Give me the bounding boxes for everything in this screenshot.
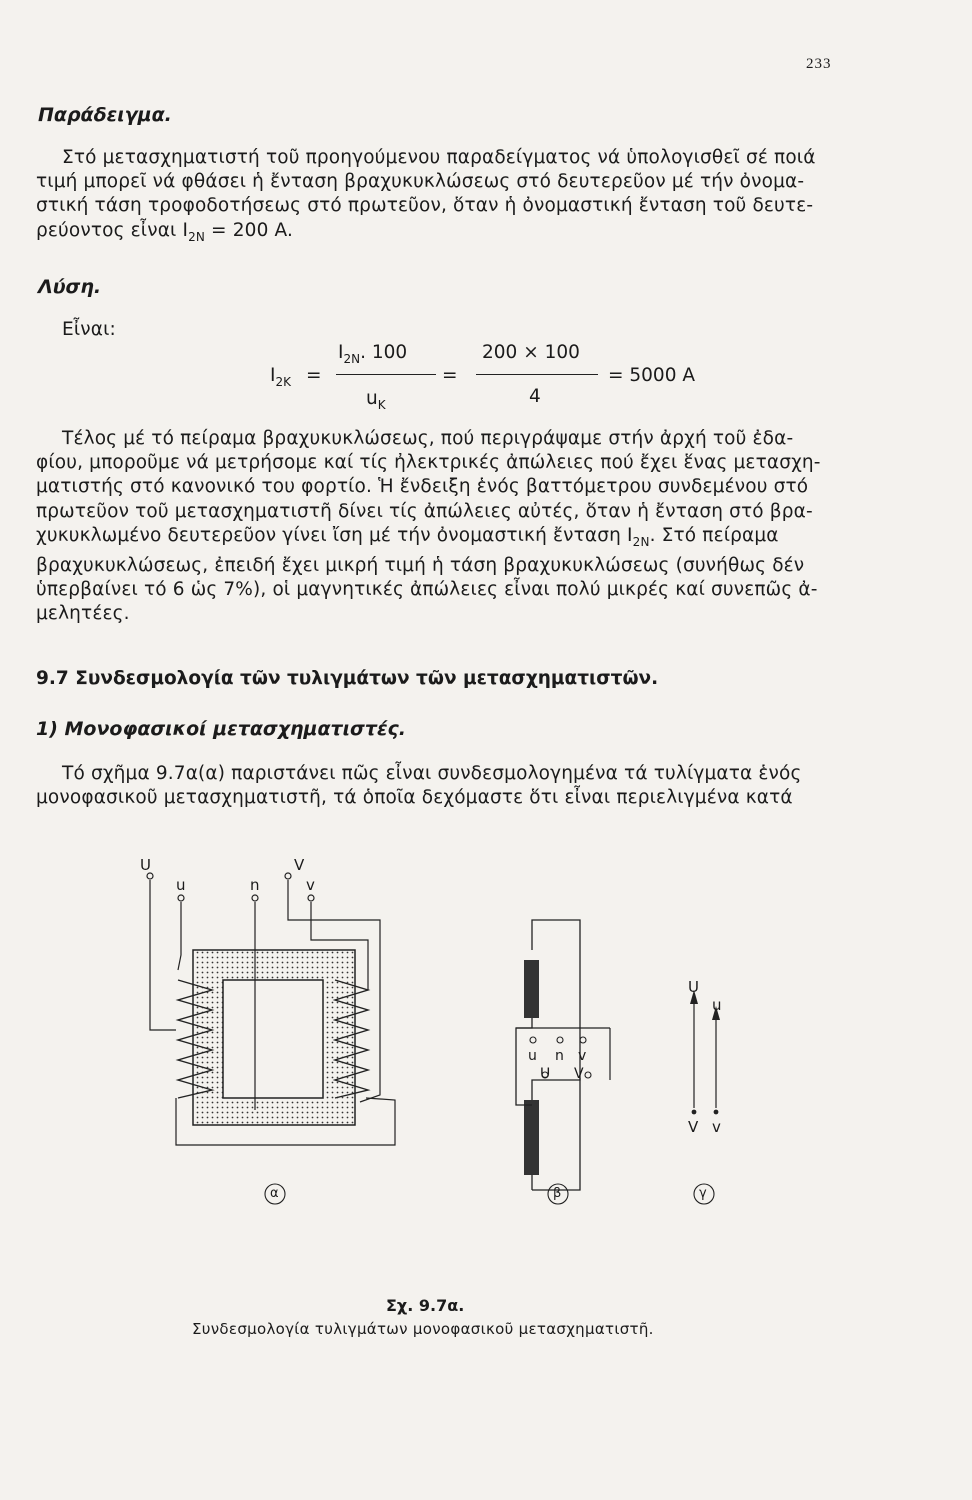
formula (270, 340, 720, 410)
label-c-u: u (712, 996, 722, 1014)
label-v: v (306, 876, 315, 894)
losses-paragraph (36, 427, 936, 627)
formula-eq: = (306, 365, 322, 386)
panel-a-transformer (147, 873, 395, 1145)
figure-caption-number: Σχ. 9.7α. (386, 1296, 465, 1315)
terminal-V-circle (285, 873, 291, 879)
fraction-2-denominator: 4 (529, 386, 541, 407)
formula-eq-2: = (442, 365, 458, 386)
example-paragraph (36, 146, 942, 249)
text-line: μελητέες. (36, 603, 130, 625)
label-n: n (250, 876, 260, 894)
text-line: τιμή μπορεῖ νά φθάσει ἡ ἔνταση βραχυκυκλώσεως στό δευτερεῦον μέ τήν ὀνομα- (36, 171, 805, 193)
text-line: στική τάση τροφοδοτήσεως στό πρωτεῦον, ὅταν ἡ ὀνομαστική ἔνταση τοῦ δευτε- (36, 195, 814, 217)
fraction-1-denominator: $u_K$ (366, 388, 386, 412)
fraction-2-numerator: 200 × 100 (482, 342, 580, 363)
panel-label-a: α (270, 1186, 279, 1201)
transformer-core (193, 950, 355, 1125)
label-V: V (294, 856, 305, 874)
terminal-v-circle (308, 895, 314, 901)
label-c-v: v (712, 1118, 721, 1136)
figure-caption-text: Συνδεσμολογία τυλιγμάτων μονοφασικοῦ μετασχηματιστῆ. (192, 1320, 654, 1338)
fraction-1-bar (336, 374, 436, 375)
text-line: ματιστής στό κανονικό του φορτίο. Ἡ ἔνδειξη ἑνός βαττόμετρου συνδεμένου στό (36, 476, 809, 498)
panel-label-c: γ (699, 1186, 707, 1201)
page-number: 233 (806, 56, 832, 72)
fraction-2-bar (476, 374, 598, 375)
label-b-u: u (528, 1048, 537, 1064)
text-line: ρεύοντος εἶναι $I_{2N} = 200$ A. (36, 219, 294, 244)
label-b-v: v (578, 1048, 587, 1064)
figure-9-7a (0, 840, 972, 1220)
fraction-1-numerator: $I_{2N}$. 100 (338, 342, 408, 366)
section-paragraph (36, 762, 936, 810)
panel-label-b: β (553, 1186, 562, 1201)
terminal-u-circle (178, 895, 184, 901)
subsection-title: 1) Μονοφασικοί μετασχηματιστές. (36, 718, 407, 740)
label-c-U: U (688, 978, 699, 996)
text-line: χυκυκλωμένο δευτερεῦον γίνει ἴση μέ τήν ὀνομαστική ἔνταση $I_{2N}$. Στό πείραμα (36, 524, 779, 549)
solution-heading: Λύση. (38, 276, 102, 298)
label-b-n: n (555, 1048, 564, 1064)
text-line: ὑπερβαίνει τό 6 ὡς 7%), οἱ μαγνητικές ἀπώλειες εἶναι πολύ μικρές καί συνεπῶς ἀ- (36, 579, 818, 601)
text-line: Τό σχῆμα 9.7α(α) παριστάνει πῶς εἶναι συνδεσμολογημένα τά τυλίγματα ἑνός (62, 763, 802, 784)
text-line: Στό μετασχηματιστή τοῦ προηγούμενου παραδείγματος νά ὑπολογισθεῖ σέ ποιά (62, 147, 816, 168)
formula-lhs: $I_{2K}$ (270, 365, 291, 389)
solution-intro: Εἶναι: (62, 319, 116, 340)
text-line: βραχυκυκλώσεως, ἐπειδή ἔχει μικρή τιμή ἡ τάση βραχυκυκλώσεως (συνήθως δέν (36, 555, 805, 577)
text-line: φίου, μποροῦμε νά μετρήσομε καί τίς ἠλεκτρικές ἀπώλειες πού ἔχει ἕνας μετασχη- (36, 452, 821, 474)
label-U: U (140, 856, 151, 874)
terminal-n-circle (252, 895, 258, 901)
text-line: μονοφασικοῦ μετασχηματιστῆ, τά ὁποῖα δεχόμαστε ὅτι εἶναι περιελιγμένα κατά (36, 787, 793, 809)
section-title: 9.7 Συνδεσμολογία τῶν τυλιγμάτων τῶν μετασχηματιστῶν. (36, 668, 659, 689)
label-b-V: V (574, 1066, 584, 1082)
label-c-V: V (688, 1118, 699, 1136)
text-line: πρωτεῦον τοῦ μετασχηματιστῆ δίνει τίς ἀπώλειες αὐτές, ὅταν ἡ ἔνταση στό βρα- (36, 500, 813, 522)
text-line: Τέλος μέ τό πείραμα βραχυκυκλώσεως, πού περιγράψαμε στήν ἀρχή τοῦ ἐδα- (62, 428, 794, 449)
winding-upper-block (524, 960, 539, 1018)
label-u: u (176, 876, 186, 894)
formula-result: = 5000 A (608, 365, 695, 386)
label-b-U: U (540, 1066, 551, 1082)
example-heading: Παράδειγμα. (38, 104, 172, 126)
winding-lower-block (524, 1100, 539, 1175)
